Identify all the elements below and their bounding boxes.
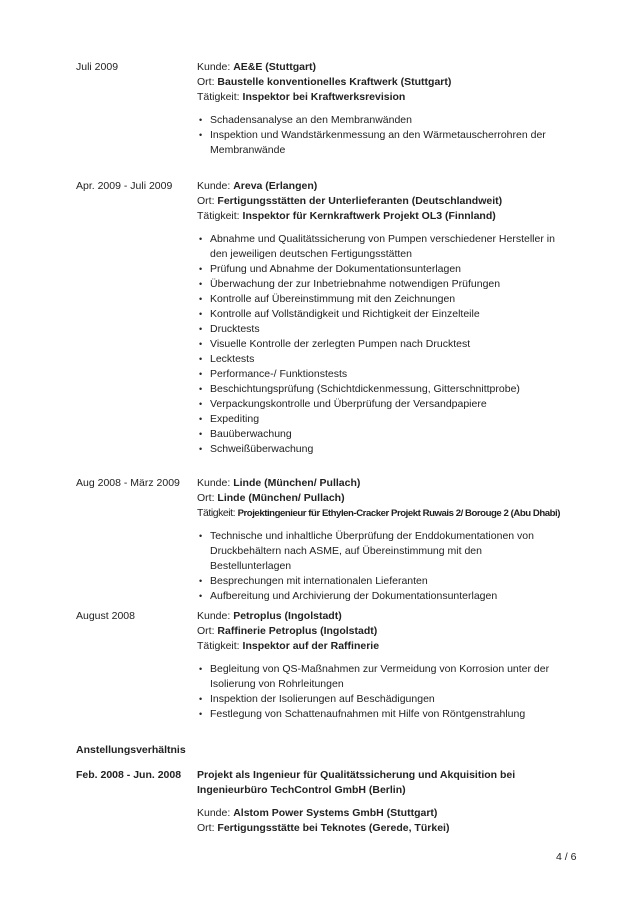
list-item: • Inspektion der Isolierungen auf Beschädigungen [197, 692, 589, 707]
kunde-value: Alstom Power Systems GmbH (Stuttgart) [233, 807, 438, 819]
list-item: • Lecktests [197, 352, 589, 367]
kunde-line: Kunde: AE&E (Stuttgart) [197, 61, 317, 73]
page-number: 4 / 6 [556, 851, 577, 863]
entry-date: August 2008 [76, 610, 135, 622]
taetigkeit-value: Inspektor auf der Raffinerie [242, 640, 380, 652]
list-item: • Prüfung und Abnahme der Dokumentationsunterlagen [197, 262, 589, 277]
list-item: • Bauüberwachung [197, 427, 589, 442]
kunde-line: Kunde: Alstom Power Systems GmbH (Stuttgart) [197, 807, 438, 819]
employment-title: Projekt als Ingenieur für Qualitätssicherung und Akquisition bei Ingenieurbüro TechControl GmbH (Berlin) [197, 769, 516, 796]
taetigkeit-value: Projektingenieur für Ethylen-Cracker Projekt Ruwais 2/ Borouge 2 (Abu Dhabi) [237, 508, 561, 519]
taetigkeit-line: Tätigkeit: Inspektor auf der Raffinerie [197, 640, 380, 652]
list-item: • Verpackungskontrolle und Überprüfung der Versandpapiere [197, 397, 589, 412]
ort-value: Linde (München/ Pullach) [217, 492, 345, 504]
ort-line: Ort: Linde (München/ Pullach) [197, 492, 345, 504]
task-list [197, 529, 589, 604]
kunde-value: Areva (Erlangen) [233, 180, 318, 192]
kunde-line: Kunde: Linde (München/ Pullach) [197, 477, 361, 489]
task-list [197, 662, 589, 722]
employment-details [197, 768, 589, 836]
ort-value: Fertigungsstätte bei Teknotes (Gerede, Türkei) [217, 822, 450, 834]
task-list [197, 232, 589, 457]
entry-date: Juli 2009 [76, 61, 119, 73]
list-item: • Abnahme und Qualitätssicherung von Pumpen verschiedener Hersteller in den jeweiligen deutschen Fertigungsstätten [197, 232, 570, 262]
list-item: • Performance-/ Funktionstests [197, 367, 589, 382]
list-item: • Schadensanalyse an den Membranwänden [197, 113, 589, 128]
entry-date: Aug 2008 - März 2009 [76, 477, 180, 489]
taetigkeit-line: Tätigkeit: Inspektor bei Kraftwerksrevision [197, 91, 406, 103]
taetigkeit-line: Tätigkeit: Inspektor für Kernkraftwerk Projekt OL3 (Finnland) [197, 210, 496, 222]
taetigkeit-value: Inspektor für Kernkraftwerk Projekt OL3 (Finnland) [242, 210, 496, 222]
list-item: • Schweißüberwachung [197, 442, 589, 457]
ort-line: Ort: Fertigungsstätte bei Teknotes (Gerede, Türkei) [197, 822, 450, 834]
entry-date: Apr. 2009 - Juli 2009 [76, 180, 173, 192]
list-item: • Visuelle Kontrolle der zerlegten Pumpen nach Drucktest [197, 337, 589, 352]
list-item: • Besprechungen mit internationalen Lieferanten [197, 574, 589, 589]
list-item: • Überwachung der zur Inbetriebnahme notwendigen Prüfungen [197, 277, 589, 292]
taetigkeit-value: Inspektor bei Kraftwerksrevision [242, 91, 406, 103]
kunde-value: AE&E (Stuttgart) [233, 61, 317, 73]
list-item: • Aufbereitung und Archivierung der Dokumentationsunterlagen [197, 589, 589, 604]
list-item: • Kontrolle auf Übereinstimmung mit den Zeichnungen [197, 292, 589, 307]
list-item: • Begleitung von QS-Maßnahmen zur Vermeidung von Korrosion unter der Isolierung von Rohrleitungen [197, 662, 560, 692]
section-heading: Anstellungsverhältnis [76, 744, 186, 756]
ort-line: Ort: Raffinerie Petroplus (Ingolstadt) [197, 625, 378, 637]
entry-details [197, 609, 589, 722]
ort-value: Baustelle konventionelles Kraftwerk (Stuttgart) [217, 76, 452, 88]
list-item: • Festlegung von Schattenaufnahmen mit Hilfe von Röntgenstrahlung [197, 707, 589, 722]
list-item: • Expediting [197, 412, 589, 427]
kunde-value: Petroplus (Ingolstadt) [233, 610, 342, 622]
list-item: • Beschichtungsprüfung (Schichtdickenmessung, Gitterschnittprobe) [197, 382, 589, 397]
list-item: • Inspektion und Wandstärkenmessung an den Wärmetauscherrohren der Membranwände [197, 128, 550, 158]
employment-date: Feb. 2008 - Jun. 2008 [76, 769, 182, 781]
list-item: • Technische und inhaltliche Überprüfung der Enddokumentationen von Druckbehältern nach ASME, auf Übereinstimmung mit den Bestellunterlagen [197, 529, 560, 574]
entry-details [197, 476, 589, 604]
ort-line: Ort: Baustelle konventionelles Kraftwerk (Stuttgart) [197, 76, 452, 88]
kunde-line: Kunde: Petroplus (Ingolstadt) [197, 610, 342, 622]
task-list [197, 113, 589, 158]
kunde-line: Kunde: Areva (Erlangen) [197, 180, 318, 192]
list-item: • Kontrolle auf Vollständigkeit und Richtigkeit der Einzelteile [197, 307, 589, 322]
list-item: • Drucktests [197, 322, 589, 337]
ort-line: Ort: Fertigungsstätten der Unterlieferanten (Deutschlandweit) [197, 195, 503, 207]
taetigkeit-line: Tätigkeit: Projektingenieur für Ethylen-Cracker Projekt Ruwais 2/ Borouge 2 (Abu Dhabi) [197, 507, 561, 519]
ort-value: Raffinerie Petroplus (Ingolstadt) [217, 625, 378, 637]
entry-details [197, 60, 589, 158]
entry-details [197, 179, 589, 457]
kunde-value: Linde (München/ Pullach) [233, 477, 361, 489]
ort-value: Fertigungsstätten der Unterlieferanten (Deutschlandweit) [217, 195, 503, 207]
